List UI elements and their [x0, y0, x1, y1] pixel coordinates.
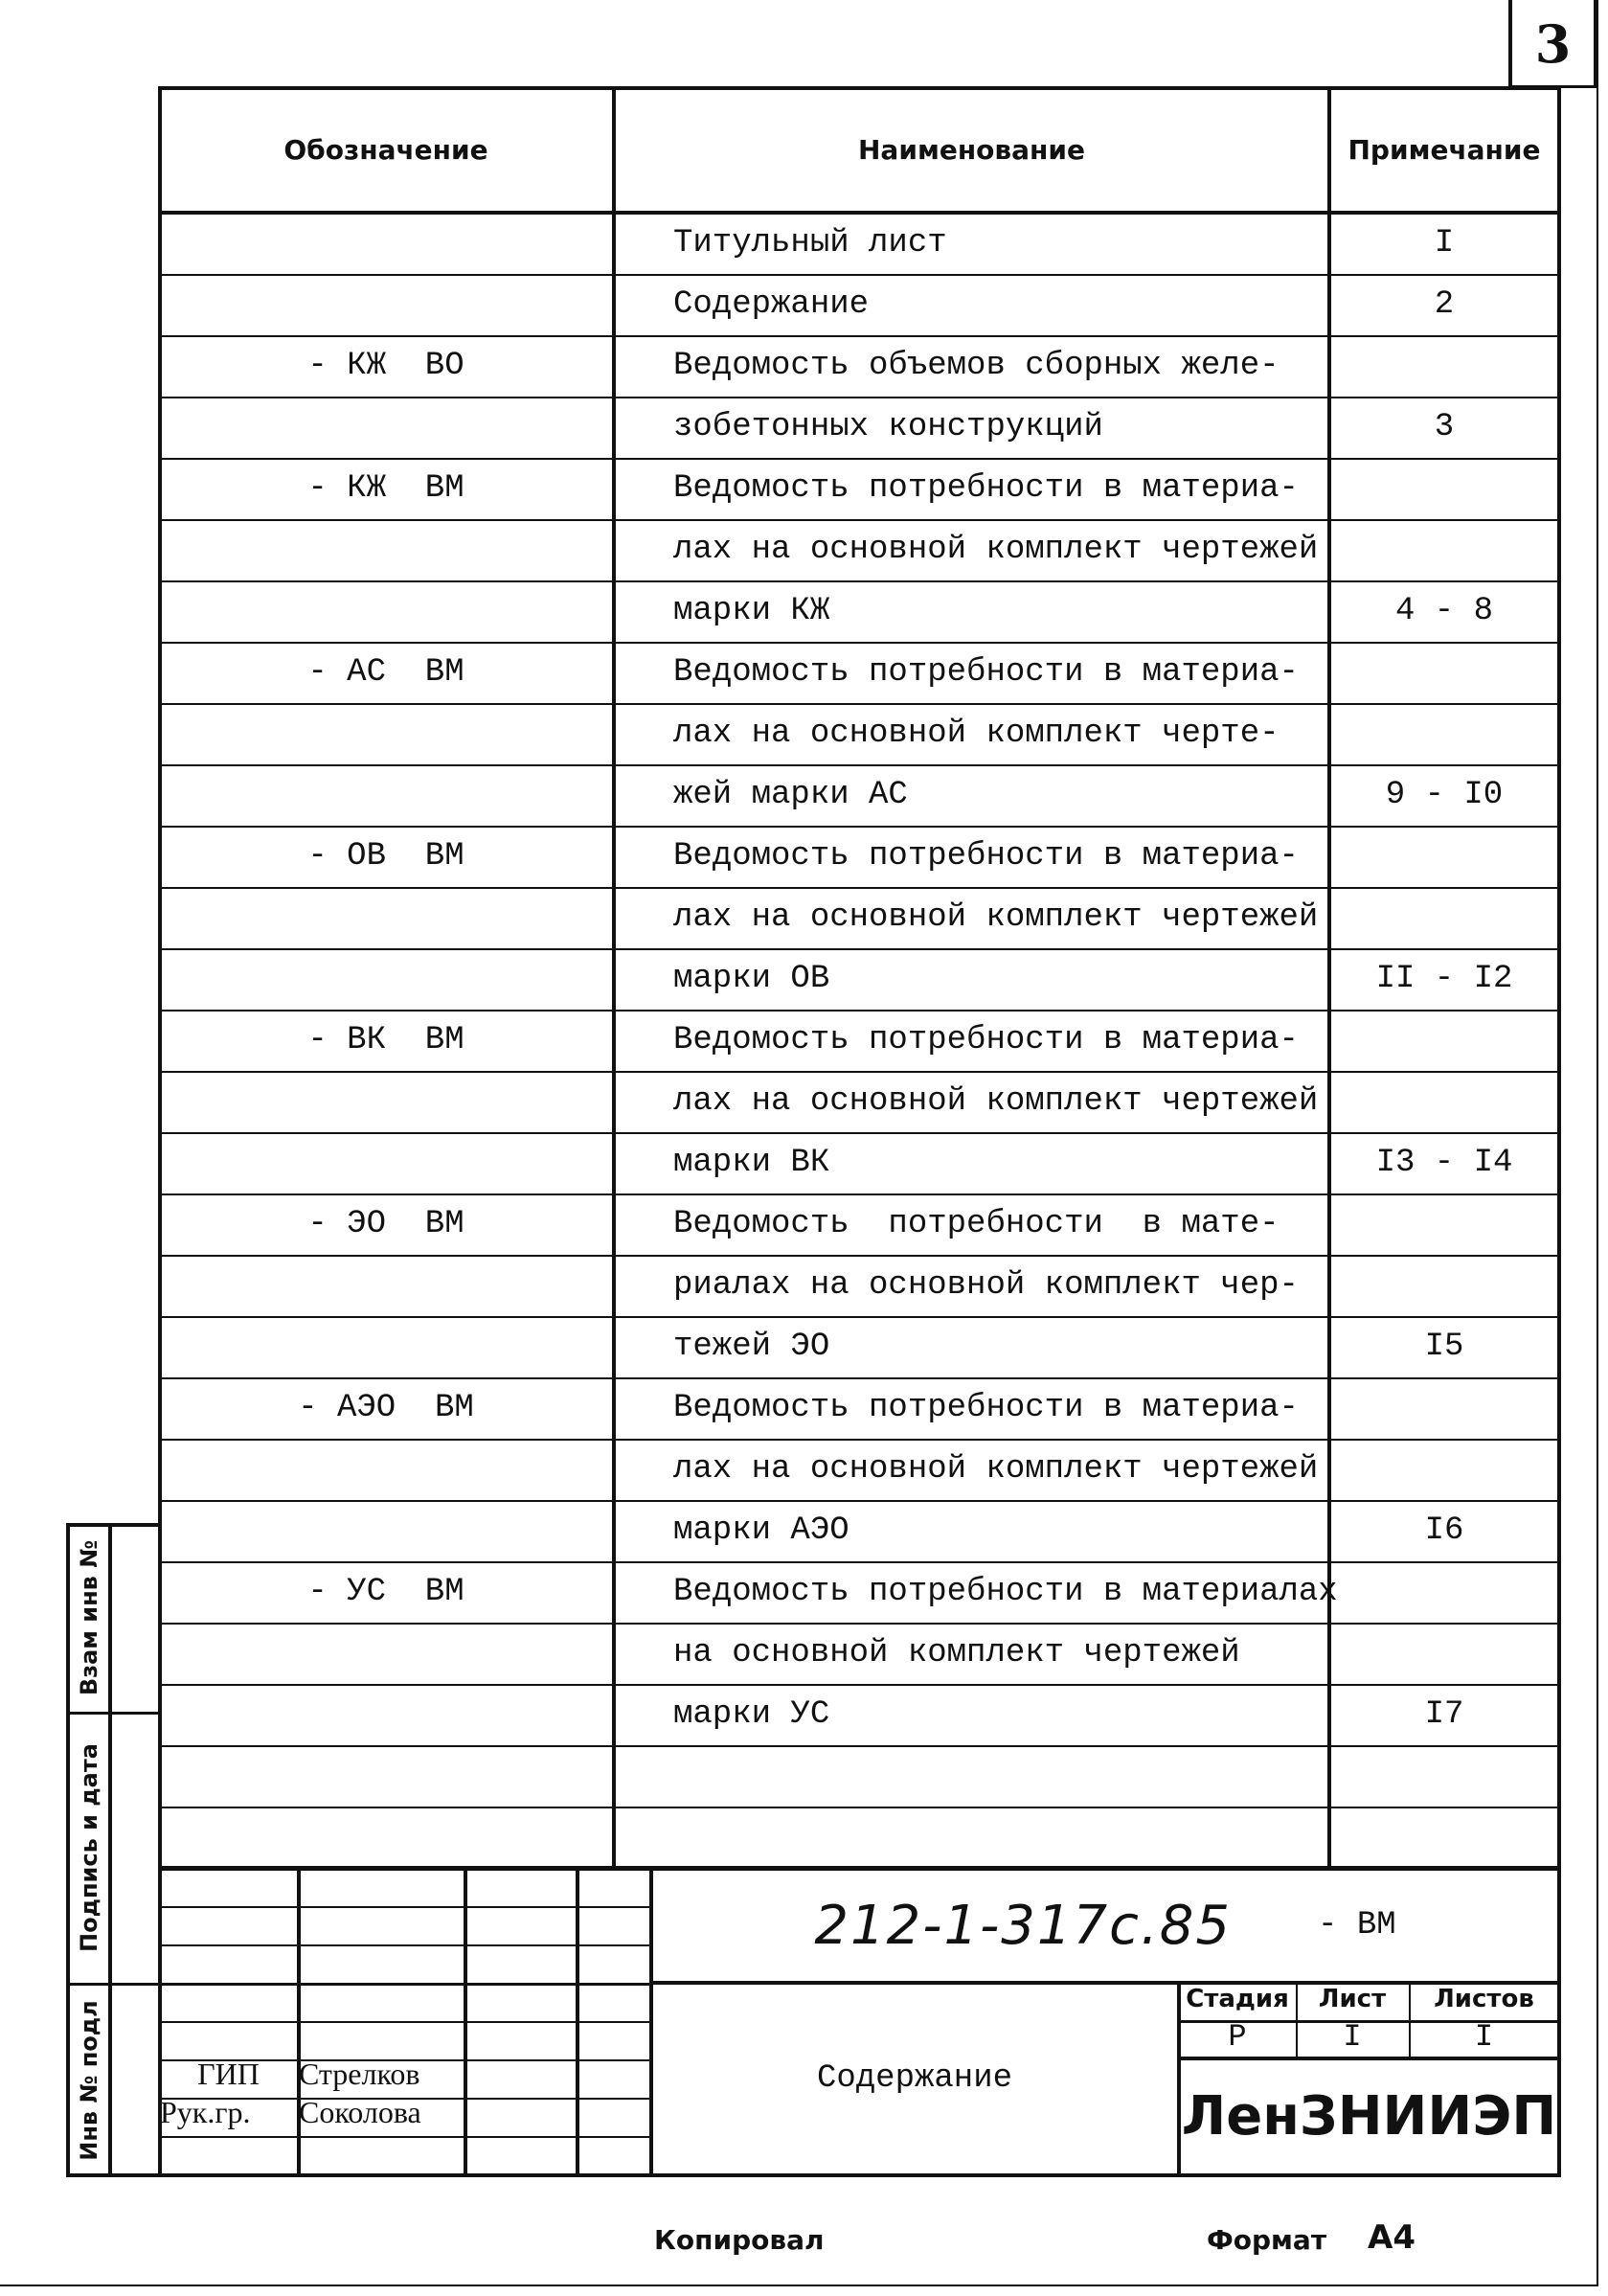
row-name: Ведомость потребности в материа- — [673, 1022, 1299, 1058]
row-note — [1329, 1010, 1559, 1071]
row-note: 3 — [1434, 409, 1455, 445]
row-divider — [158, 1255, 1559, 1257]
person-name: Соколова — [299, 2095, 421, 2129]
row-designation — [158, 1623, 614, 1684]
row-name: лах на основной комплект чертежей — [673, 1083, 1319, 1120]
row-name — [673, 1745, 1329, 1807]
row-note: I3 - I4 — [1375, 1145, 1513, 1181]
row-designation: - АС ВМ — [307, 654, 464, 691]
stage-col-2 — [1409, 1983, 1411, 2057]
tb-row-line — [158, 2136, 651, 2138]
row-divider — [158, 1807, 1559, 1808]
row-designation — [158, 519, 614, 580]
header-name: Наименование — [858, 134, 1085, 166]
row-divider — [158, 764, 1559, 766]
row-designation — [158, 1132, 614, 1193]
row-divider — [158, 1439, 1559, 1441]
person-name: Стрелков — [299, 2057, 420, 2091]
row-designation — [158, 1745, 614, 1807]
row-divider — [158, 335, 1559, 337]
row-name — [673, 1807, 1329, 1868]
page-edge-right — [1597, 0, 1598, 2285]
row-name: лах на основной комплект чертежей — [673, 899, 1319, 936]
sheet-title-text: Содержание — [816, 2060, 1013, 2097]
sheet-title — [651, 1983, 1178, 2174]
row-designation: - АЭО ВМ — [298, 1390, 474, 1426]
row-divider — [158, 1561, 1559, 1563]
row-divider — [158, 1745, 1559, 1747]
stage-value: Р — [1228, 2019, 1247, 2055]
row-note — [1329, 826, 1559, 887]
row-name: Ведомость объемов сборных желе- — [673, 348, 1280, 384]
row-note — [1329, 519, 1559, 580]
row-divider — [158, 826, 1559, 828]
row-name: зобетонных конструкций — [673, 409, 1103, 445]
row-name: лах на основной комплект черте- — [673, 716, 1280, 752]
row-name: тежей ЭО — [673, 1329, 830, 1365]
row-designation — [158, 580, 614, 642]
row-note: I7 — [1424, 1696, 1464, 1733]
row-divider — [158, 519, 1559, 521]
row-note: I6 — [1424, 1512, 1464, 1549]
stage-line-1 — [1179, 2020, 1559, 2023]
row-note — [1329, 1561, 1559, 1623]
row-divider — [158, 580, 1559, 582]
sheets-label: Листов — [1434, 1985, 1534, 2013]
page-edge-bottom — [0, 2285, 1598, 2286]
row-name: лах на основной комплект чертежей — [673, 532, 1319, 568]
row-designation: - КЖ ВО — [307, 348, 464, 384]
label-inv-no: Взам инв № — [76, 1539, 102, 1696]
person-role: Рук.гр. — [160, 2095, 251, 2129]
document-code-suffix: - ВМ — [1318, 1907, 1396, 1944]
label-inv-orig: Инв № подл — [76, 2000, 102, 2161]
tb-row-line — [158, 2021, 651, 2023]
row-note: 2 — [1434, 286, 1455, 323]
row-name: марки ОВ — [673, 961, 830, 997]
row-name: Ведомость потребности в материа- — [673, 838, 1299, 875]
row-name: марки КЖ — [673, 593, 830, 629]
row-name: Ведомость потребности в материа- — [673, 654, 1299, 691]
row-divider — [158, 1071, 1559, 1073]
tb-row-line — [158, 1944, 651, 1946]
row-designation — [158, 948, 614, 1010]
row-note — [1329, 1745, 1559, 1807]
row-designation — [158, 274, 614, 335]
row-name: жей марки АС — [673, 777, 908, 813]
row-note: I5 — [1424, 1329, 1464, 1365]
row-name: марки УС — [673, 1696, 830, 1733]
row-designation: - ОВ ВМ — [307, 838, 464, 875]
side-strip-divider — [108, 1523, 112, 2177]
row-name: марки АЭО — [673, 1512, 849, 1549]
row-divider — [158, 458, 1559, 460]
row-note — [1329, 703, 1559, 764]
row-name: марки ВК — [673, 1145, 830, 1181]
row-name: Ведомость потребности в мате- — [673, 1206, 1280, 1242]
row-note — [1329, 1255, 1559, 1316]
label-signature-date: Подпись и дата — [76, 1743, 102, 1952]
row-designation — [158, 213, 614, 274]
row-divider — [158, 1316, 1559, 1318]
sheet-number: 3 — [1534, 13, 1572, 75]
tb-row-line — [158, 1906, 651, 1908]
row-note — [1329, 642, 1559, 703]
document-code-number: 212-1-317с.85 — [814, 1894, 1233, 1957]
row-name: риалах на основной комплект чер- — [673, 1267, 1299, 1304]
row-note — [1329, 1193, 1559, 1255]
row-divider — [158, 642, 1559, 644]
document-code — [651, 1868, 1559, 1983]
row-note: II - I2 — [1375, 961, 1513, 997]
row-divider — [158, 1684, 1559, 1686]
row-note — [1329, 1439, 1559, 1500]
sheet-label: Лист — [1318, 1985, 1387, 2013]
row-note — [1329, 887, 1559, 948]
row-name: Ведомость потребности в материа- — [673, 1390, 1299, 1426]
header-designation: Обозначение — [283, 134, 488, 166]
row-divider — [158, 703, 1559, 705]
format-value: А4 — [1368, 2218, 1415, 2257]
person-role: ГИП — [197, 2057, 260, 2091]
row-name: лах на основной комплект чертежей — [673, 1451, 1319, 1488]
row-designation: - ВК ВМ — [307, 1022, 464, 1058]
row-designation — [158, 703, 614, 764]
row-name: Содержание — [673, 286, 870, 323]
row-note — [1329, 1623, 1559, 1684]
row-note: I — [1434, 225, 1455, 261]
sheet-number-box — [1508, 0, 1597, 88]
row-designation — [158, 1071, 614, 1132]
row-designation — [158, 1316, 614, 1377]
row-note — [1329, 335, 1559, 397]
sheets-value: I — [1474, 2019, 1494, 2055]
organization-logo: ЛенЗНИИЭП — [1181, 2085, 1557, 2148]
row-divider — [158, 1500, 1559, 1502]
row-designation: - КЖ ВМ — [307, 470, 464, 507]
row-name: Ведомость потребности в материа- — [673, 470, 1299, 507]
row-note — [1329, 1071, 1559, 1132]
row-divider — [158, 1193, 1559, 1195]
row-divider — [158, 887, 1559, 889]
row-note — [1329, 458, 1559, 519]
tb-row-line — [158, 1983, 651, 1986]
row-note — [1329, 1377, 1559, 1439]
stage-label: Стадия — [1186, 1985, 1289, 2013]
row-designation — [158, 1255, 614, 1316]
row-divider — [158, 274, 1559, 276]
row-designation — [158, 764, 614, 826]
row-name: на основной комплект чертежей — [673, 1635, 1240, 1671]
sheet-value: I — [1343, 2019, 1362, 2055]
row-divider — [158, 948, 1559, 950]
row-divider — [158, 1132, 1559, 1134]
row-designation — [158, 1807, 614, 1868]
format-label: Формат — [1207, 2224, 1327, 2256]
row-note: 9 - I0 — [1385, 777, 1504, 813]
row-note: 4 - 8 — [1394, 593, 1494, 629]
row-designation: - ЭО ВМ — [307, 1206, 464, 1242]
row-designation — [158, 397, 614, 458]
copied-label: Копировал — [654, 2224, 825, 2256]
row-designation — [158, 1684, 614, 1745]
row-divider — [158, 1623, 1559, 1625]
row-designation — [158, 1439, 614, 1500]
row-designation — [158, 1500, 614, 1561]
row-designation: - УС ВМ — [307, 1574, 464, 1610]
row-divider — [158, 397, 1559, 398]
stage-col-1 — [1296, 1983, 1298, 2057]
row-name: Титульный лист — [673, 225, 947, 261]
row-note — [1329, 1807, 1559, 1868]
row-designation — [158, 887, 614, 948]
row-name: Ведомость потребности в материалах — [673, 1574, 1338, 1610]
row-divider — [158, 1010, 1559, 1012]
header-note: Примечание — [1348, 134, 1541, 166]
row-divider — [158, 1377, 1559, 1379]
